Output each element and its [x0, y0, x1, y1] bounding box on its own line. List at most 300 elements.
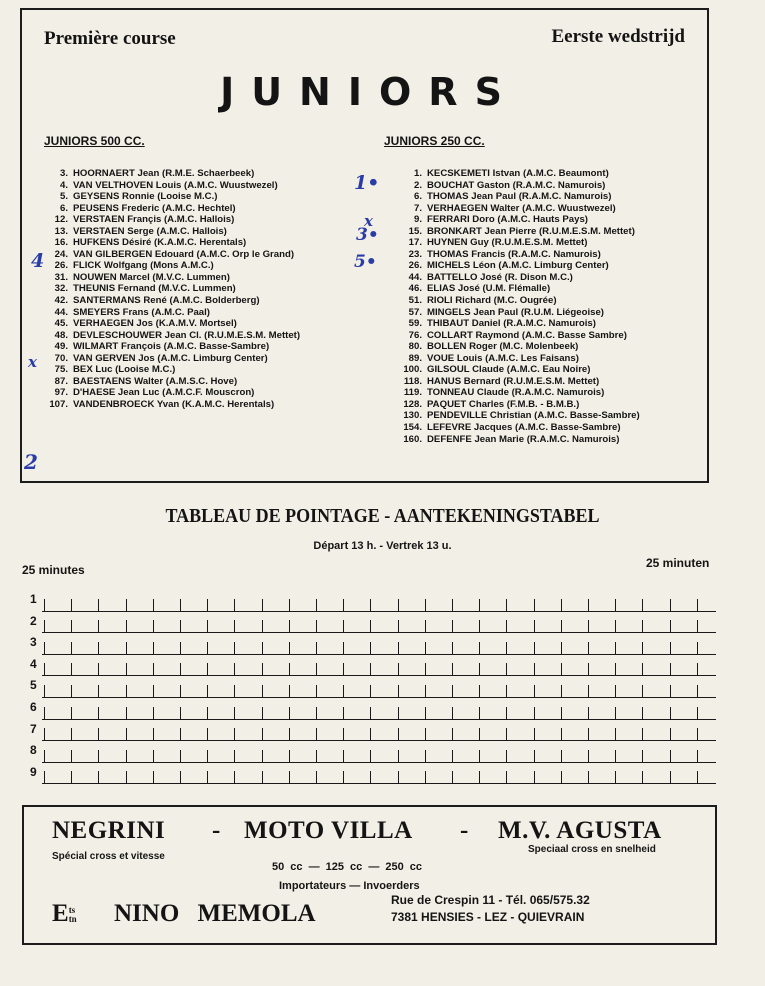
- grid-cell-divider: [697, 728, 698, 741]
- establishment-abbrev: [52, 900, 77, 928]
- grid-cell-divider: [71, 771, 72, 784]
- grid-cell-divider: [44, 707, 45, 720]
- grid-row: [30, 720, 716, 742]
- entry-number: 44.: [408, 271, 422, 283]
- grid-cell-divider: [153, 707, 154, 720]
- entry-row: [382, 330, 640, 342]
- brand-separator: -: [460, 817, 469, 844]
- grid-cell-divider: [697, 771, 698, 784]
- grid-cell-divider: [98, 771, 99, 784]
- entry-rider: BRONKART Jean Pierre (R.U.M.E.S.M. Mettet): [427, 225, 635, 237]
- grid-cell-divider: [153, 728, 154, 741]
- handwritten-mark-5: 5•: [354, 252, 377, 272]
- entry-row: [28, 283, 300, 295]
- grid-cell-divider: [534, 599, 535, 612]
- grid-cell-divider: [398, 771, 399, 784]
- grid-cell-divider: [180, 642, 181, 655]
- grid-row: [30, 655, 716, 677]
- grid-cell-divider: [98, 599, 99, 612]
- grid-cell-divider: [262, 728, 263, 741]
- grid-cell-divider: [670, 642, 671, 655]
- grid-row-label: 3: [30, 635, 37, 650]
- grid-cell-divider: [71, 728, 72, 741]
- entry-row: [382, 422, 640, 434]
- entry-number: 23.: [408, 248, 422, 260]
- grid-cell-divider: [452, 620, 453, 633]
- handwritten-mark-2: 2: [24, 450, 38, 474]
- entry-number: 57.: [408, 306, 422, 318]
- lap-scoring-grid: [30, 590, 716, 784]
- grid-cell-divider: [534, 750, 535, 763]
- grid-cell-divider: [234, 663, 235, 676]
- grid-cell-divider: [71, 750, 72, 763]
- entry-rider: PEUSENS Frederic (A.M.C. Hechtel): [73, 202, 236, 214]
- entry-row: [382, 180, 640, 192]
- grid-cell-divider: [697, 599, 698, 612]
- importers-label: Importateurs — Invoerders: [279, 880, 420, 892]
- entry-number: 32.: [54, 283, 68, 295]
- grid-cell-divider: [316, 750, 317, 763]
- grid-cell-divider: [370, 642, 371, 655]
- grid-cell-divider: [98, 750, 99, 763]
- grid-cell-divider: [697, 707, 698, 720]
- entry-number: 6.: [59, 202, 68, 214]
- grid-cell-divider: [588, 620, 589, 633]
- grid-cell-divider: [207, 663, 208, 676]
- grid-cell-divider: [126, 642, 127, 655]
- entry-rider: COLLART Raymond (A.M.C. Basse Sambre): [427, 329, 627, 341]
- entry-rider: FLICK Wolfgang (Mons A.M.C.): [73, 260, 214, 272]
- grid-cell-divider: [289, 728, 290, 741]
- entry-number: 5.: [59, 191, 68, 203]
- entry-number: 160.: [403, 433, 422, 445]
- grid-cell-divider: [343, 750, 344, 763]
- duration-fr: 25 minutes: [22, 563, 85, 577]
- grid-cell-divider: [479, 728, 480, 741]
- grid-cell-divider: [370, 728, 371, 741]
- entry-row: [382, 260, 640, 272]
- grid-cell-divider: [370, 750, 371, 763]
- grid-cell-divider: [370, 685, 371, 698]
- grid-cell-divider: [534, 620, 535, 633]
- grid-cell-divider: [425, 620, 426, 633]
- grid-cell-divider: [71, 642, 72, 655]
- entry-rider: D'HAESE Jean Luc (A.M.C.F. Mouscron): [73, 387, 255, 399]
- entry-row: [382, 203, 640, 215]
- grid-cell-divider: [98, 663, 99, 676]
- entry-number: 16.: [54, 237, 68, 249]
- grid-cell-divider: [207, 620, 208, 633]
- entry-row: [28, 330, 300, 342]
- grid-cell-divider: [180, 728, 181, 741]
- grid-cell-divider: [126, 620, 127, 633]
- entry-number: 89.: [408, 352, 422, 364]
- entry-number: 119.: [403, 387, 422, 399]
- grid-cell-divider: [44, 642, 45, 655]
- grid-cell-divider: [207, 771, 208, 784]
- entry-rider: VAN GERVEN Jos (A.M.C. Limburg Center): [73, 352, 268, 364]
- entry-number: 26.: [54, 260, 68, 272]
- grid-cell-divider: [71, 620, 72, 633]
- entry-rider: VAN GILBERGEN Edouard (A.M.C. Orp le Grand): [73, 248, 295, 260]
- entry-number: 42.: [54, 295, 68, 307]
- entry-row: [382, 353, 640, 365]
- handwritten-x-mark: x: [28, 353, 37, 371]
- entry-row: [382, 318, 640, 330]
- entry-rider: HUYNEN Guy (R.U.M.E.S.M. Mettet): [427, 237, 588, 249]
- grid-cell-divider: [615, 663, 616, 676]
- entry-row: [382, 295, 640, 307]
- grid-cell-divider: [234, 728, 235, 741]
- grid-cell-divider: [71, 599, 72, 612]
- grid-cell-divider: [425, 750, 426, 763]
- grid-cell-divider: [126, 707, 127, 720]
- duration-nl: 25 minuten: [646, 556, 710, 570]
- grid-cell-divider: [398, 707, 399, 720]
- grid-cell-divider: [370, 771, 371, 784]
- grid-cell-divider: [316, 685, 317, 698]
- grid-cell-divider: [126, 750, 127, 763]
- entry-rider: VERHAEGEN Jos (K.A.M.V. Mortsel): [73, 318, 237, 330]
- grid-cell-divider: [153, 642, 154, 655]
- grid-cell-divider: [588, 663, 589, 676]
- grid-cell-divider: [370, 663, 371, 676]
- grid-cell-divider: [534, 663, 535, 676]
- grid-cell-divider: [452, 599, 453, 612]
- entry-row: [382, 272, 640, 284]
- grid-cell-divider: [561, 663, 562, 676]
- grid-cell-divider: [398, 620, 399, 633]
- entry-rider: ELIAS José (U.M. Flémalle): [427, 283, 551, 295]
- grid-cell-divider: [697, 663, 698, 676]
- grid-cell-divider: [370, 707, 371, 720]
- grid-cell-divider: [588, 642, 589, 655]
- entry-number: 7.: [413, 202, 422, 214]
- grid-cell-divider: [452, 642, 453, 655]
- grid-cell-divider: [343, 642, 344, 655]
- grid-cell-divider: [262, 642, 263, 655]
- grid-cell-divider: [425, 685, 426, 698]
- grid-cell-divider: [153, 599, 154, 612]
- entry-number: 51.: [408, 295, 422, 307]
- grid-cell-divider: [534, 728, 535, 741]
- ets-letter: E: [52, 900, 69, 927]
- grid-cell-divider: [642, 620, 643, 633]
- tagline-nl: Speciaal cross en snelheid: [528, 844, 656, 855]
- entry-number: 12.: [54, 214, 68, 226]
- grid-cell-divider: [615, 599, 616, 612]
- grid-cell-divider: [126, 728, 127, 741]
- advertisement: [22, 805, 717, 945]
- entry-row: [28, 341, 300, 353]
- entry-number: 1.: [413, 168, 422, 179]
- grid-cell-divider: [452, 707, 453, 720]
- entry-row: [382, 364, 640, 376]
- race-label-fr: Première course: [44, 28, 176, 49]
- grid-cell-divider: [588, 771, 589, 784]
- grid-cell-divider: [126, 685, 127, 698]
- grid-cell-divider: [452, 771, 453, 784]
- grid-cell-divider: [670, 728, 671, 741]
- grid-cell-divider: [343, 707, 344, 720]
- grid-cell-divider: [452, 685, 453, 698]
- juniors-500-list: [28, 168, 300, 410]
- entry-rider: VERSTAEN Serge (A.M.C. Hallois): [73, 225, 227, 237]
- grid-cell-divider: [534, 771, 535, 784]
- entry-row: [382, 376, 640, 388]
- entry-number: 75.: [54, 364, 68, 376]
- grid-cell-divider: [343, 620, 344, 633]
- grid-cell-divider: [697, 685, 698, 698]
- grid-cell-divider: [343, 663, 344, 676]
- entry-number: 107.: [49, 398, 68, 410]
- grid-cell-divider: [44, 620, 45, 633]
- address-line-1: Rue de Crespin 11 - Tél. 065/575.32: [391, 893, 590, 907]
- grid-cell-divider: [479, 599, 480, 612]
- grid-cell-divider: [642, 707, 643, 720]
- entries-box: [20, 8, 709, 483]
- entry-row: [28, 364, 300, 376]
- grid-cell-divider: [452, 750, 453, 763]
- grid-cell-divider: [370, 599, 371, 612]
- entry-number: 45.: [54, 318, 68, 330]
- grid-cell-divider: [153, 663, 154, 676]
- grid-cell-divider: [180, 663, 181, 676]
- grid-cell-divider: [697, 642, 698, 655]
- grid-cell-divider: [262, 663, 263, 676]
- handwritten-mark-1: 1•: [354, 172, 380, 194]
- grid-cell-divider: [425, 642, 426, 655]
- grid-cell-divider: [289, 642, 290, 655]
- grid-cell-divider: [234, 771, 235, 784]
- grid-cell-divider: [642, 663, 643, 676]
- grid-cell-divider: [425, 599, 426, 612]
- entry-rider: NOUWEN Marcel (M.V.C. Lummen): [73, 271, 230, 283]
- brand-mv-agusta: M.V. AGUSTA: [498, 817, 662, 844]
- entry-number: 80.: [408, 341, 422, 353]
- entry-row: [28, 180, 300, 192]
- grid-cell-divider: [425, 771, 426, 784]
- entry-number: 3.: [59, 168, 68, 179]
- grid-cell-divider: [343, 685, 344, 698]
- entry-rider: PAQUET Charles (F.M.B. - B.M.B.): [427, 398, 580, 410]
- grid-cell-divider: [506, 642, 507, 655]
- entry-number: 2.: [413, 179, 422, 191]
- grid-cell-divider: [234, 620, 235, 633]
- entry-rider: HOORNAERT Jean (R.M.E. Schaerbeek): [73, 168, 255, 179]
- entry-row: [28, 226, 300, 238]
- grid-cell-divider: [153, 685, 154, 698]
- grid-cell-divider: [262, 707, 263, 720]
- grid-cell-divider: [588, 750, 589, 763]
- entry-rider: LEFEVRE Jacques (A.M.C. Basse-Sambre): [427, 422, 621, 434]
- grid-cell-divider: [262, 599, 263, 612]
- grid-cell-divider: [561, 750, 562, 763]
- grid-cell-divider: [642, 642, 643, 655]
- grid-cell-divider: [234, 642, 235, 655]
- grid-cell-divider: [289, 707, 290, 720]
- entry-number: 44.: [54, 306, 68, 318]
- entry-rider: THOMAS Francis (R.A.M.C. Namurois): [427, 248, 601, 260]
- entry-rider: VERHAEGEN Walter (A.M.C. Wuustwezel): [427, 202, 616, 214]
- grid-cell-divider: [316, 707, 317, 720]
- grid-cell-divider: [615, 771, 616, 784]
- entry-row: [28, 399, 300, 411]
- grid-cell-divider: [506, 771, 507, 784]
- entry-rider: VAN VELTHOVEN Louis (A.M.C. Wuustwezel): [73, 179, 278, 191]
- entry-rider: VANDENBROECK Yvan (K.A.M.C. Herentals): [73, 398, 275, 410]
- entry-row: [28, 387, 300, 399]
- grid-cell-divider: [207, 599, 208, 612]
- entry-row: [28, 249, 300, 261]
- entry-rider: KECSKEMETI Istvan (A.M.C. Beaumont): [427, 168, 609, 179]
- entry-row: [28, 237, 300, 249]
- entry-number: 4.: [59, 179, 68, 191]
- grid-cell-divider: [207, 642, 208, 655]
- grid-cell-divider: [207, 707, 208, 720]
- entry-row: [28, 191, 300, 203]
- entry-row: [28, 203, 300, 215]
- grid-cell-divider: [615, 685, 616, 698]
- grid-cell-divider: [98, 728, 99, 741]
- entry-row: [382, 434, 640, 446]
- grid-cell-divider: [534, 685, 535, 698]
- grid-cell-divider: [234, 599, 235, 612]
- grid-cell-divider: [506, 750, 507, 763]
- grid-cell-divider: [262, 620, 263, 633]
- entry-number: 15.: [408, 225, 422, 237]
- grid-cell-divider: [425, 663, 426, 676]
- grid-cell-divider: [697, 620, 698, 633]
- grid-cell-divider: [343, 771, 344, 784]
- grid-cell-divider: [398, 599, 399, 612]
- grid-cell-divider: [289, 599, 290, 612]
- entry-rider: GEYSENS Ronnie (Looise M.C.): [73, 191, 218, 203]
- grid-cell-divider: [642, 599, 643, 612]
- entry-rider: THOMAS Jean Paul (R.A.M.C. Namurois): [427, 191, 612, 203]
- grid-cell-divider: [316, 620, 317, 633]
- company-name: NINO MEMOLA: [114, 900, 316, 927]
- entry-rider: SANTERMANS René (A.M.C. Bolderberg): [73, 295, 260, 307]
- entry-row: [382, 191, 640, 203]
- grid-cell-divider: [615, 728, 616, 741]
- grid-cell-divider: [153, 750, 154, 763]
- entry-number: 24.: [54, 248, 68, 260]
- ets-superscript: ts: [68, 905, 76, 916]
- grid-cell-divider: [534, 707, 535, 720]
- ets-subscript: tn: [68, 914, 77, 925]
- race-label-nl: Eerste wedstrijd: [551, 26, 685, 47]
- grid-cell-divider: [98, 642, 99, 655]
- grid-cell-divider: [479, 620, 480, 633]
- entry-row: [28, 353, 300, 365]
- grid-row: [30, 698, 716, 720]
- grid-cell-divider: [234, 685, 235, 698]
- grid-cell-divider: [642, 750, 643, 763]
- grid-row-label: 1: [30, 592, 37, 606]
- grid-cell-divider: [506, 620, 507, 633]
- entry-number: 87.: [54, 375, 68, 387]
- grid-cell-divider: [180, 750, 181, 763]
- entry-row: [382, 341, 640, 353]
- grid-cell-divider: [534, 642, 535, 655]
- entry-rider: BAESTAENS Walter (A.M.S.C. Hove): [73, 375, 238, 387]
- entry-number: 97.: [54, 387, 68, 399]
- grid-cell-divider: [98, 685, 99, 698]
- grid-row-label: 8: [30, 743, 37, 758]
- grid-cell-divider: [479, 707, 480, 720]
- entry-rider: VOUE Louis (A.M.C. Les Faisans): [427, 352, 579, 364]
- entry-row: [382, 410, 640, 422]
- grid-row-label: 5: [30, 678, 37, 693]
- entry-row: [382, 214, 640, 226]
- grid-cell-divider: [207, 750, 208, 763]
- grid-cell-divider: [126, 663, 127, 676]
- grid-cell-divider: [670, 599, 671, 612]
- grid-cell-divider: [670, 663, 671, 676]
- entry-number: 100.: [403, 364, 422, 376]
- handwritten-mark-4: 4: [31, 250, 45, 272]
- entry-rider: MICHELS Léon (A.M.C. Limburg Center): [427, 260, 609, 272]
- handwritten-x-mark: x: [364, 212, 373, 230]
- handwritten-mark-3: 3•: [356, 225, 379, 245]
- grid-cell-divider: [370, 620, 371, 633]
- entry-rider: PENDEVILLE Christian (A.M.C. Basse-Sambre): [427, 410, 640, 422]
- entry-rider: THIBAUT Daniel (R.A.M.C. Namurois): [427, 318, 596, 330]
- grid-cell-divider: [289, 771, 290, 784]
- address-line-2: 7381 HENSIES - LEZ - QUIEVRAIN: [391, 910, 585, 924]
- grid-cell-divider: [71, 707, 72, 720]
- entry-row: [28, 376, 300, 388]
- grid-cell-divider: [588, 685, 589, 698]
- grid-cell-divider: [398, 728, 399, 741]
- grid-cell-divider: [561, 707, 562, 720]
- grid-cell-divider: [289, 620, 290, 633]
- grid-cell-divider: [506, 685, 507, 698]
- grid-cell-divider: [153, 771, 154, 784]
- grid-cell-divider: [289, 663, 290, 676]
- entry-number: 128.: [403, 398, 422, 410]
- entry-row: [28, 318, 300, 330]
- grid-cell-divider: [642, 685, 643, 698]
- grid-cell-divider: [126, 599, 127, 612]
- grid-cell-divider: [289, 750, 290, 763]
- entry-rider: SMEYERS Frans (A.M.C. Paal): [73, 306, 211, 318]
- grid-row: [30, 612, 716, 634]
- entry-number: 49.: [54, 341, 68, 353]
- grid-row-label: 2: [30, 613, 37, 628]
- entry-row: [28, 272, 300, 284]
- grid-cell-divider: [180, 685, 181, 698]
- entry-row: [382, 226, 640, 238]
- grid-cell-divider: [44, 685, 45, 698]
- grid-cell-divider: [479, 642, 480, 655]
- grid-cell-divider: [642, 771, 643, 784]
- grid-cell-divider: [561, 728, 562, 741]
- entry-rider: RIOLI Richard (M.C. Ougrée): [427, 295, 557, 307]
- grid-cell-divider: [615, 620, 616, 633]
- grid-cell-divider: [615, 750, 616, 763]
- grid-cell-divider: [98, 620, 99, 633]
- entry-rider: FERRARI Doro (A.M.C. Hauts Pays): [427, 214, 588, 226]
- grid-cell-divider: [234, 750, 235, 763]
- grid-cell-divider: [262, 685, 263, 698]
- entry-number: 59.: [408, 318, 422, 330]
- entry-rider: DEVLESCHOUWER Jean Cl. (R.U.M.E.S.M. Mettet): [73, 329, 301, 341]
- grid-cell-divider: [71, 663, 72, 676]
- grid-cell-divider: [126, 771, 127, 784]
- entry-rider: TONNEAU Claude (R.A.M.C. Namurois): [427, 387, 605, 399]
